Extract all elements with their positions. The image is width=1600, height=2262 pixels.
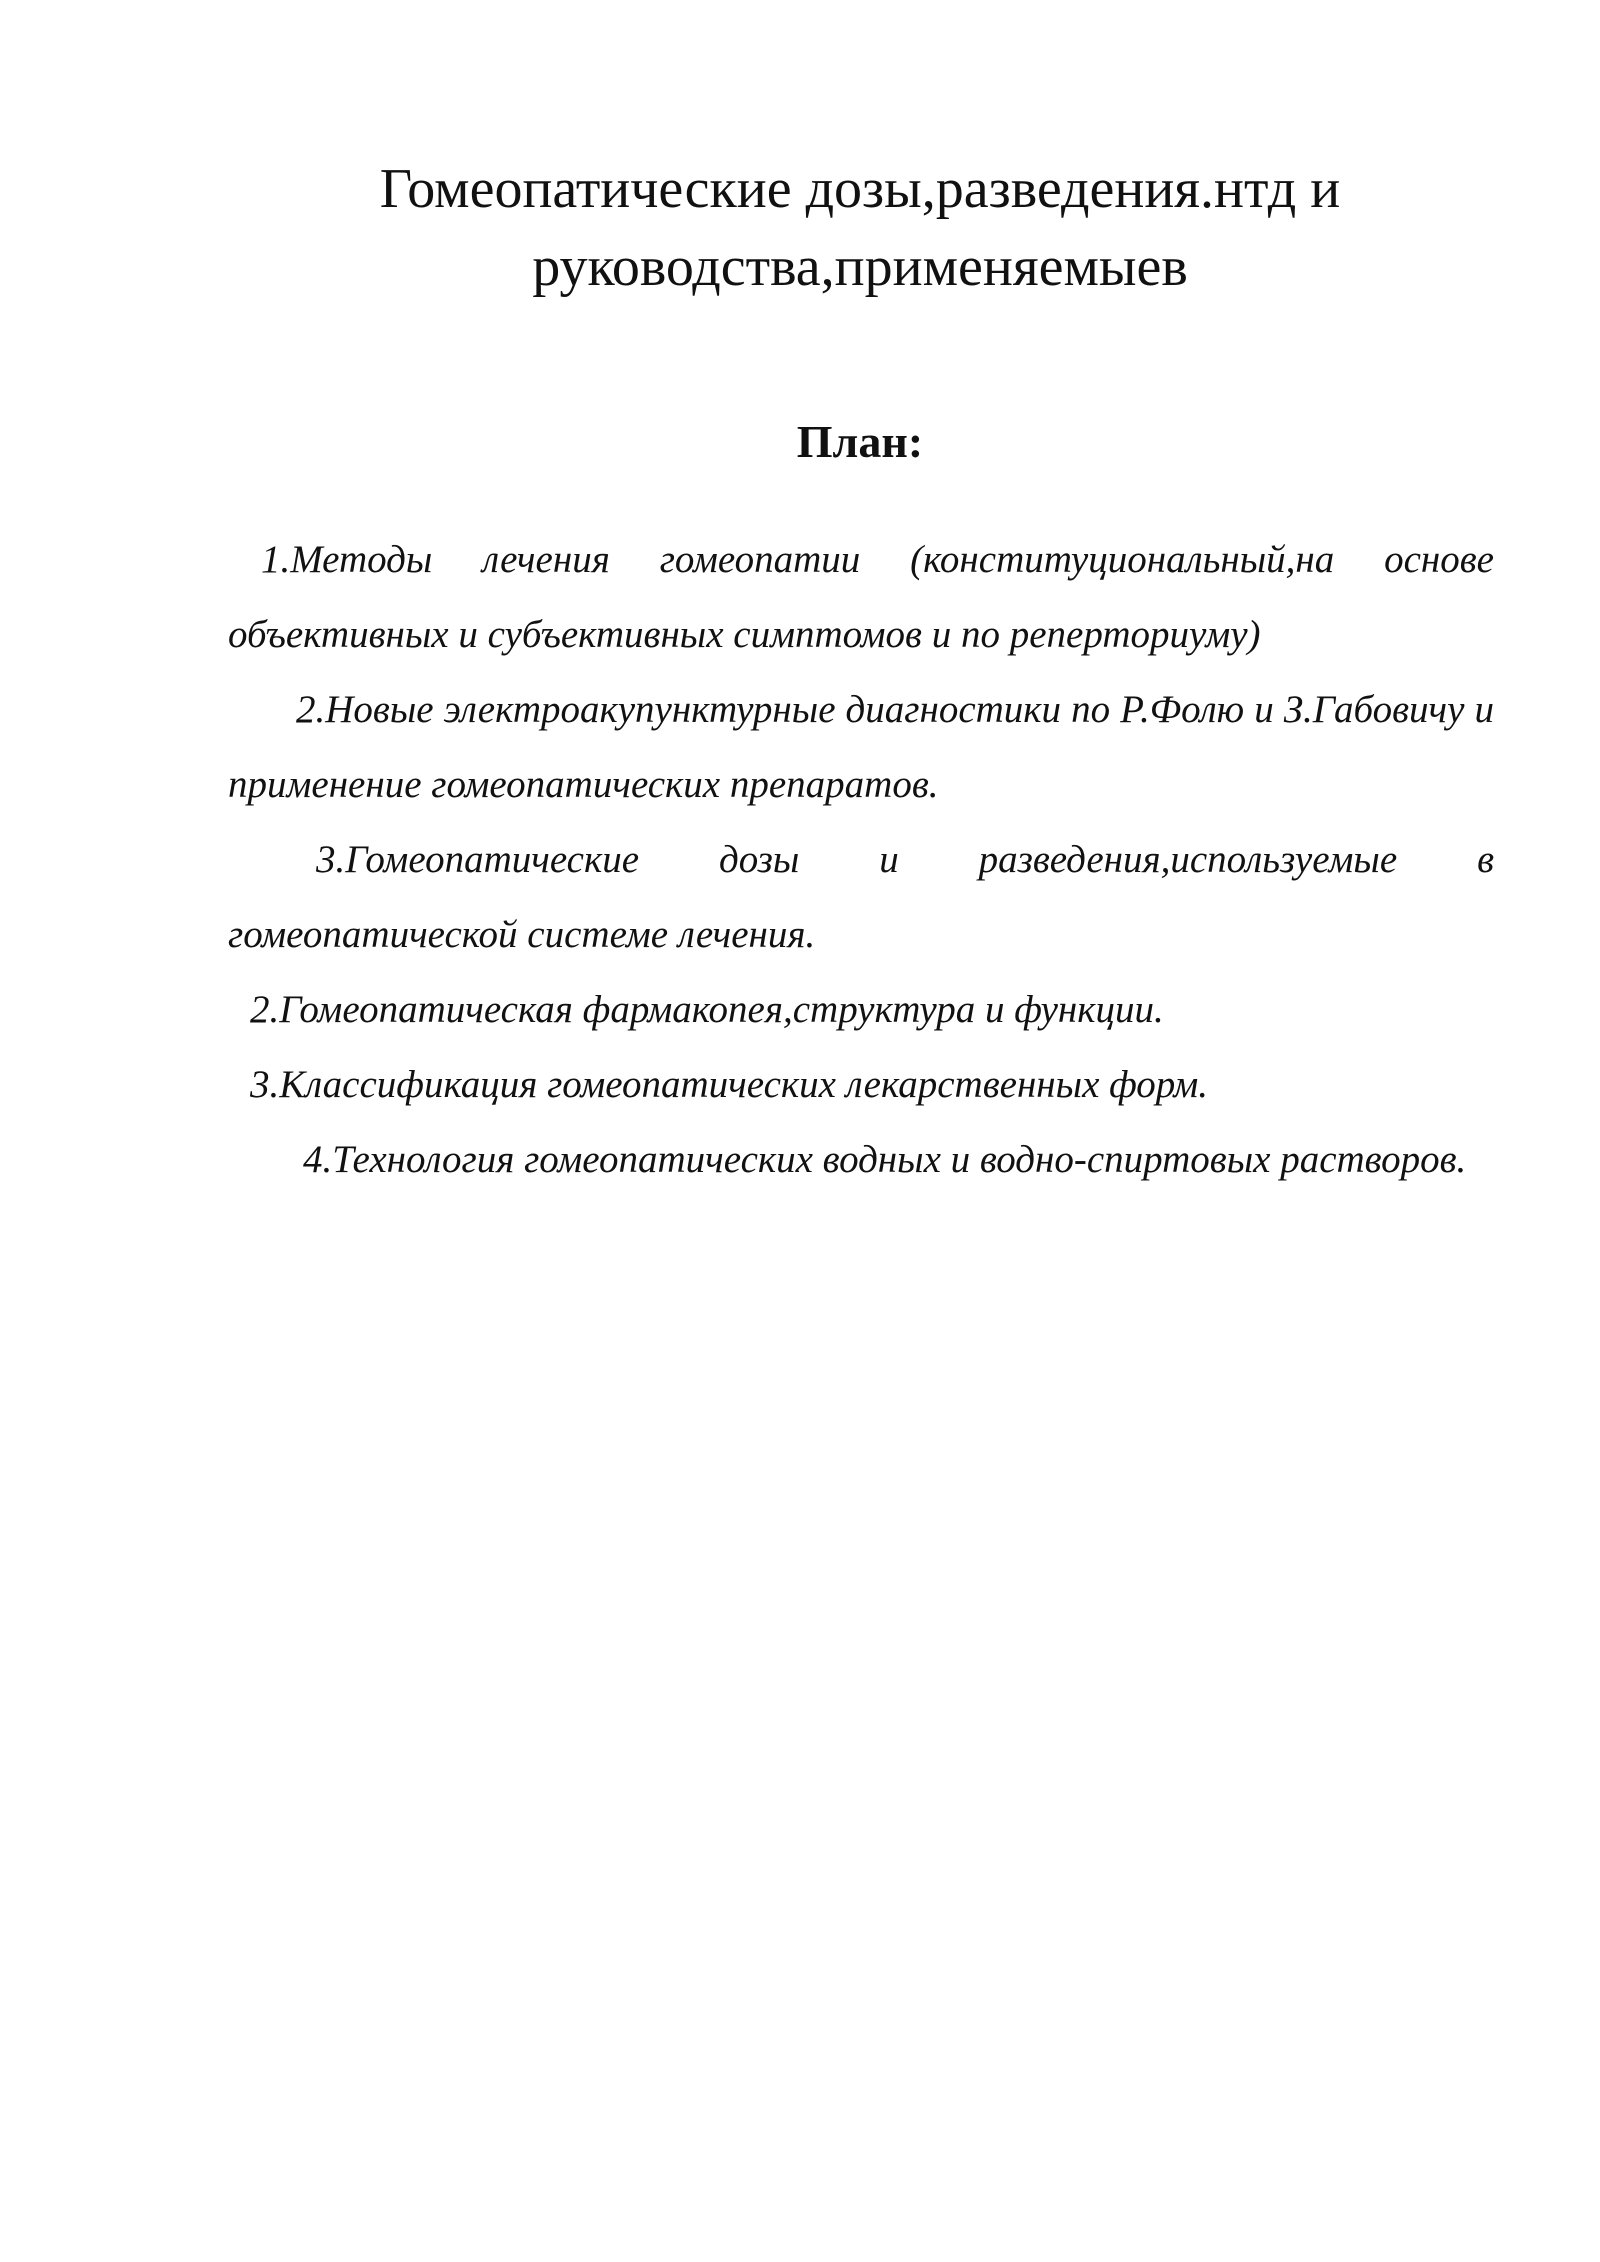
plan-item-2: 2.Новые электроакупунктурные диагностики по Р.Фолю и З.Габовичу и применение гомеопатических препаратов. [228, 688, 1494, 806]
title-line-2: руководства,применяемыев [532, 236, 1188, 298]
plan-heading: План: [796, 416, 924, 467]
title-line-1: Гомеопатические дозы,разведения.нтд и [379, 158, 1341, 220]
document-title [230, 150, 1490, 306]
plan-item-4: 2.Гомеопатическая фармакопея,структура и функции. [250, 988, 1164, 1031]
plan-item-1: 1.Методы лечения гомеопатии (конституциональный,на основе объективных и субъективных симптомов и по реперториуму) [228, 538, 1494, 656]
plan-item-3: 3.Гомеопатические дозы и разведения,используемые в гомеопатической системе лечения. [228, 838, 1494, 956]
plan-item-6: 4.Технология гомеопатических водных и водно-спиртовых растворов. [303, 1138, 1467, 1181]
plan-item-5: 3.Классификация гомеопатических лекарственных форм. [250, 1063, 1208, 1106]
plan-list [228, 522, 1494, 1197]
